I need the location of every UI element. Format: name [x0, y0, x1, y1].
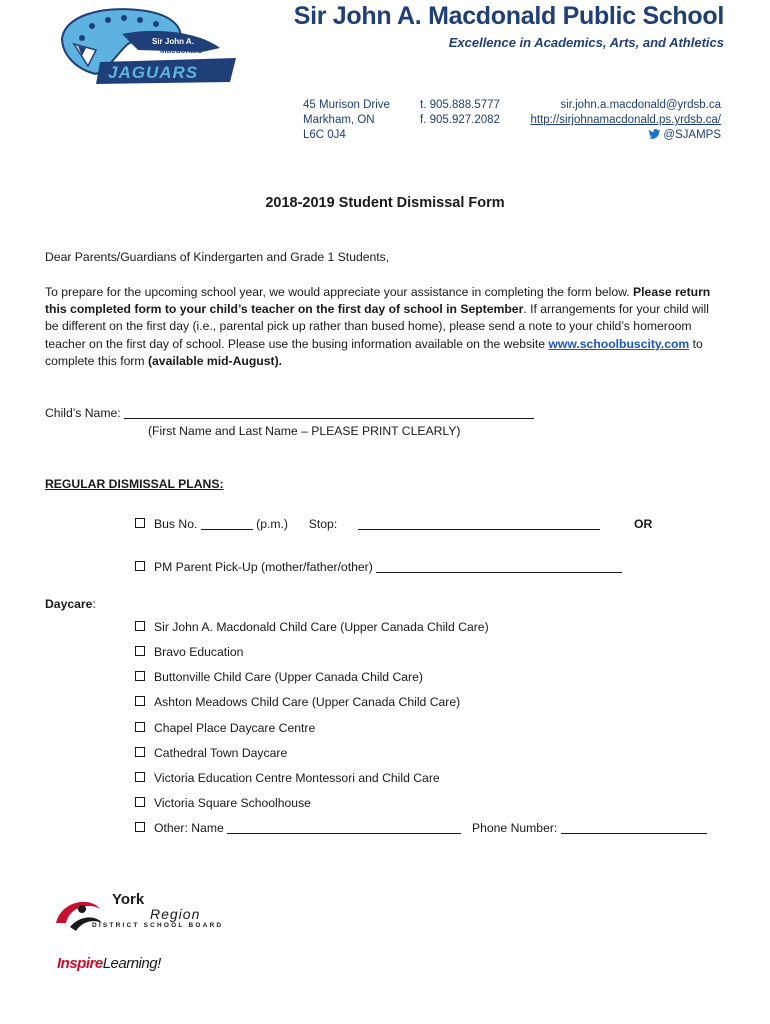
form-title: 2018-2019 Student Dismissal Form — [265, 195, 505, 211]
board-name-region: Region — [150, 906, 201, 922]
daycare-option — [135, 645, 243, 659]
bus-stop-field[interactable] — [358, 517, 600, 530]
fax-number: f. 905.927.2082 — [420, 114, 500, 126]
address-line: 45 Murison Drive — [303, 99, 390, 111]
other-daycare-row — [135, 821, 707, 835]
child-name-label: Child’s Name: — [45, 406, 121, 420]
other-name-label: Other: Name — [154, 821, 224, 835]
daycare-option-label: Ashton Meadows Child Care (Upper Canada Child Care) — [154, 695, 461, 709]
daycare-checkbox[interactable] — [135, 722, 145, 732]
busing-website-link[interactable]: www.schoolbuscity.com — [548, 336, 690, 351]
daycare-checkbox[interactable] — [135, 621, 145, 631]
other-daycare-checkbox[interactable] — [135, 822, 145, 832]
address-line: Markham, ON — [303, 114, 375, 126]
daycare-checkbox[interactable] — [135, 747, 145, 757]
intro-text: . If arrangements for your child will be different on the first day (i.e., parental pick up rather than bused home), please send a note to your child’s homeroom teacher on the first day of school. Please use the busing information available on the website — [45, 302, 709, 351]
greeting: Dear Parents/Guardians of Kindergarten and Grade 1 Students, — [45, 250, 390, 264]
daycare-checkbox[interactable] — [135, 671, 145, 681]
daycare-checkbox[interactable] — [135, 696, 145, 706]
other-name-field[interactable] — [227, 821, 461, 834]
parent-pickup-label: PM Parent Pick-Up (mother/father/other) — [154, 560, 373, 574]
intro-text: to complete this form — [45, 336, 703, 368]
logo-text-2: Macdonald — [160, 46, 202, 55]
daycare-checkbox[interactable] — [135, 646, 145, 656]
daycare-option-label: Chapel Place Daycare Centre — [154, 721, 316, 735]
intro-availability: (available mid-August). — [147, 353, 283, 368]
bus-checkbox[interactable] — [135, 518, 145, 528]
regular-dismissal-heading: REGULAR DISMISSAL PLANS: — [45, 477, 224, 491]
twitter-handle: @SJAMPS — [663, 129, 721, 141]
stop-label: Stop: — [308, 517, 338, 531]
daycare-option — [135, 796, 311, 810]
daycare-option-label: Victoria Square Schoolhouse — [154, 796, 311, 810]
daycare-option — [135, 746, 287, 760]
school-tagline: Excellence in Academics, Arts, and Athletics — [448, 35, 724, 50]
parent-pickup-field[interactable] — [376, 560, 622, 573]
logo-text-1: Sir John A. — [152, 37, 194, 46]
child-name-instruction: (First Name and Last Name – PLEASE PRINT CLEARLY) — [148, 424, 461, 438]
bus-number-field[interactable] — [201, 517, 253, 530]
daycare-heading — [45, 597, 96, 611]
child-name-field[interactable] — [124, 406, 534, 419]
child-name-row — [45, 406, 534, 420]
other-phone-label: Phone Number: — [471, 821, 558, 835]
twitter-bird-icon — [648, 129, 661, 139]
twitter-handle-row[interactable] — [500, 128, 721, 143]
learning-text: Learning! — [102, 955, 161, 972]
daycare-checkbox[interactable] — [135, 772, 145, 782]
parent-pickup-row — [135, 560, 622, 574]
bus-pm-label: (p.m.) — [256, 517, 288, 531]
other-phone-field[interactable] — [561, 821, 707, 834]
school-phone-block — [420, 98, 500, 128]
intro-text: To prepare for the upcoming school year, we would appreciate your assistance in completing the form below. — [45, 285, 634, 299]
inspire-text: Inspire — [57, 955, 103, 972]
bus-label: Bus No. — [154, 517, 198, 531]
board-name-full: DISTRICT SCHOOL BOARD — [92, 922, 224, 929]
daycare-option — [135, 620, 489, 634]
school-logo — [52, 4, 252, 86]
daycare-option — [135, 771, 440, 785]
intro-emphasis: Please return this completed form to your child’s teacher on the first day of school in September — [45, 285, 711, 317]
bus-option-row — [135, 517, 600, 531]
school-name: Sir John A. Macdonald Public School — [293, 2, 724, 30]
daycare-label: Daycare — [45, 597, 93, 611]
school-online-block — [500, 98, 721, 143]
board-name-york: York — [112, 891, 145, 908]
daycare-option-label: Victoria Education Centre Montessori and Child Care — [154, 771, 440, 785]
phone-number: t. 905.888.5777 — [420, 99, 500, 111]
daycare-checkbox[interactable] — [135, 797, 145, 807]
intro-paragraph — [45, 284, 717, 370]
daycare-option-label: Cathedral Town Daycare — [154, 746, 288, 760]
daycare-option-label: Bravo Education — [154, 645, 244, 659]
school-address — [303, 98, 390, 143]
daycare-option-label: Buttonville Child Care (Upper Canada Child Care) — [154, 670, 423, 684]
email-address: sir.john.a.macdonald@yrdsb.ca — [560, 99, 721, 111]
parent-pickup-checkbox[interactable] — [135, 561, 145, 571]
or-separator: OR — [634, 517, 653, 531]
address-line: L6C 0J4 — [303, 129, 346, 141]
logo-text-3: JAGUARS — [108, 63, 199, 82]
inspire-learning-logo — [57, 955, 161, 972]
website-link[interactable]: http://sirjohnamacdonald.ps.yrdsb.ca/ — [530, 114, 721, 126]
daycare-option — [135, 695, 460, 709]
daycare-option-label: Sir John A. Macdonald Child Care (Upper Canada Child Care) — [154, 620, 489, 634]
daycare-colon: : — [92, 597, 96, 611]
daycare-option — [135, 670, 423, 684]
daycare-option — [135, 721, 315, 735]
